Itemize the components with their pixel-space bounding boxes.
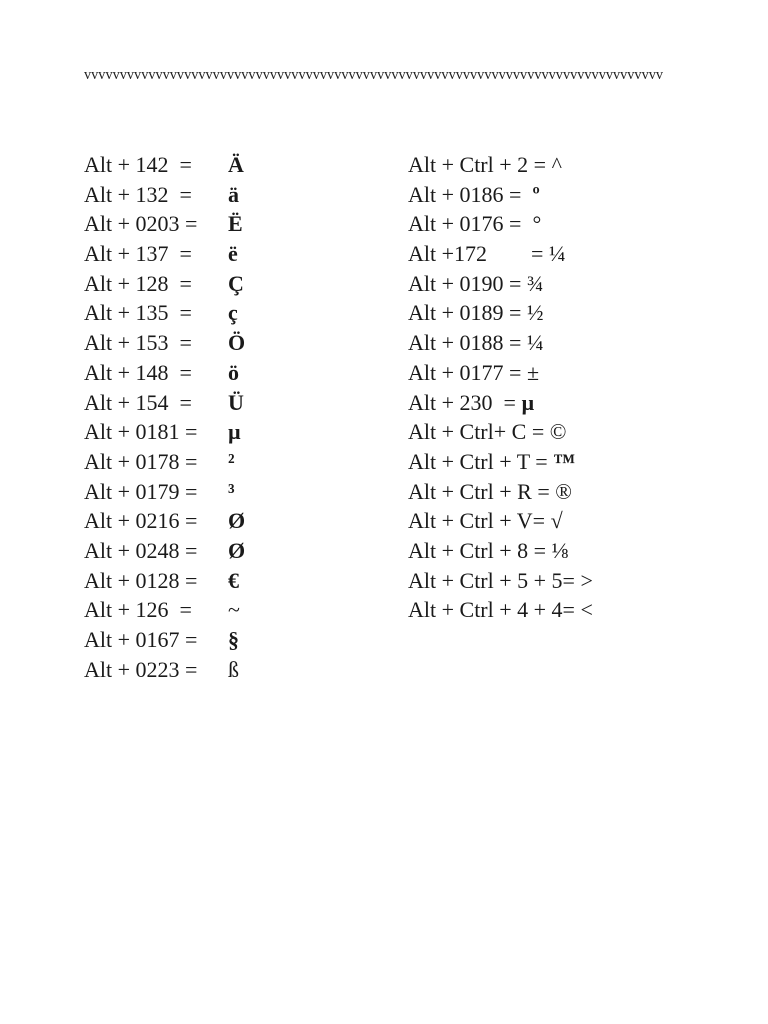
- alt-code-row: [84, 358, 404, 388]
- alt-code-row: [408, 417, 748, 447]
- result-character: ç: [228, 300, 238, 326]
- result-character: Ü: [228, 389, 244, 415]
- alt-code-row: [408, 269, 748, 299]
- result-character: ®: [555, 478, 572, 504]
- alt-code-row: [84, 328, 404, 358]
- alt-code-row: [408, 477, 748, 507]
- key-combo-text: Alt + 0177 =: [408, 359, 527, 385]
- key-combo-text: Alt + Ctrl + 8 =: [408, 537, 552, 563]
- key-combo-text: Alt + 135 =: [84, 300, 192, 326]
- key-combo-text: Alt + 148 =: [84, 359, 192, 385]
- key-combo-text: Alt + 230 =: [408, 389, 522, 415]
- key-combo-text: Alt + 0176 =: [408, 211, 533, 237]
- result-character: ~: [228, 597, 240, 623]
- result-character: µ: [521, 389, 535, 415]
- result-character: ½: [526, 300, 544, 326]
- result-character: º: [532, 181, 540, 207]
- alt-code-row: [408, 595, 748, 625]
- result-character: Ä: [228, 152, 244, 177]
- key-combo-text: Alt + 137 =: [84, 241, 192, 267]
- key-combo-text: Alt + 126 =: [84, 597, 192, 623]
- key-combo-text: Alt + 0186 =: [408, 181, 533, 207]
- key-combo-text: Alt + 0216 =: [84, 508, 198, 534]
- result-character: €: [228, 567, 239, 593]
- key-combo-text: Alt + 0128 =: [84, 567, 198, 593]
- alt-code-row: [408, 566, 748, 596]
- key-combo-text: Alt + 128 =: [84, 270, 192, 296]
- result-character: §: [228, 627, 239, 652]
- key-combo-text: Alt + 0203 =: [84, 211, 198, 237]
- key-combo-text: Alt + Ctrl+ C =: [408, 419, 550, 445]
- result-character: Ë: [228, 211, 243, 237]
- result-character: Ç: [228, 270, 244, 296]
- alt-code-row: [84, 477, 404, 507]
- key-combo-text: Alt + 0178 =: [84, 448, 198, 474]
- result-character: √: [550, 508, 563, 534]
- key-combo-text: Alt + 142 =: [84, 152, 192, 177]
- key-combo-text: Alt + 0188 =: [408, 330, 527, 356]
- key-combo-text: Alt + 0189 =: [408, 300, 527, 326]
- alt-code-row: [408, 180, 748, 210]
- result-character: ™: [553, 448, 576, 474]
- key-combo-text: Alt + 154 =: [84, 389, 192, 415]
- result-character: Ø: [228, 537, 246, 563]
- result-character: µ: [228, 419, 241, 445]
- result-character: ë: [228, 241, 238, 267]
- key-combo-text: Alt + Ctrl + 4 + 4=: [408, 597, 581, 623]
- result-character: ¼: [548, 241, 566, 267]
- result-character: ¼: [526, 330, 544, 356]
- alt-code-row: [84, 566, 404, 596]
- alt-codes-column-right: [408, 150, 748, 625]
- result-character: ä: [228, 181, 239, 207]
- key-combo-text: Alt + 0223 =: [84, 656, 198, 682]
- key-combo-text: Alt + Ctrl + 5 + 5=: [408, 567, 581, 593]
- key-combo-text: Alt + Ctrl + V=: [408, 508, 551, 534]
- alt-code-row: [84, 298, 404, 328]
- v-divider-line: vvvvvvvvvvvvvvvvvvvvvvvvvvvvvvvvvvvvvvvvvvvvvvvvvvvvvvvvvvvvvvvvvvvvvvvvvvvvvvvvv: [84, 67, 664, 83]
- result-character: ß: [228, 656, 239, 682]
- alt-code-row: [408, 447, 748, 477]
- result-character: ²: [228, 448, 235, 474]
- alt-code-row: [408, 536, 748, 566]
- key-combo-text: Alt + 0190 =: [408, 270, 527, 296]
- alt-code-row: [84, 536, 404, 566]
- alt-code-row: [84, 595, 404, 625]
- alt-code-row: [84, 269, 404, 299]
- alt-code-row: [84, 447, 404, 477]
- key-combo-text: Alt + 153 =: [84, 330, 192, 356]
- alt-code-row: [408, 150, 748, 180]
- result-character: ¾: [526, 270, 544, 296]
- result-character: ö: [228, 359, 239, 385]
- alt-code-row: [408, 388, 748, 418]
- alt-code-row: [408, 506, 748, 536]
- alt-code-row: [84, 150, 404, 180]
- key-combo-text: Alt + 0179 =: [84, 478, 198, 504]
- result-character: Ö: [228, 330, 246, 356]
- result-character: ©: [549, 419, 567, 445]
- alt-code-row: [84, 625, 404, 655]
- alt-code-row: [84, 506, 404, 536]
- result-character: °: [532, 211, 542, 237]
- key-combo-text: Alt + Ctrl + R =: [408, 478, 556, 504]
- result-character: ⅛: [551, 537, 569, 563]
- alt-codes-column-left: [84, 150, 404, 684]
- alt-code-row: [408, 358, 748, 388]
- alt-code-row: [408, 239, 748, 269]
- key-combo-text: Alt +172 =: [408, 241, 549, 267]
- alt-code-row: [84, 388, 404, 418]
- key-combo-text: Alt + 0181 =: [84, 419, 198, 445]
- result-character: ³: [228, 478, 235, 504]
- alt-code-row: [84, 209, 404, 239]
- alt-code-row: [84, 655, 404, 685]
- result-character: ±: [526, 359, 540, 385]
- key-combo-text: Alt + Ctrl + 2 =: [408, 152, 552, 177]
- alt-code-row: [84, 239, 404, 269]
- alt-code-row: [408, 209, 748, 239]
- result-character: <: [580, 597, 593, 623]
- key-combo-text: Alt + 0167 =: [84, 627, 198, 652]
- alt-code-row: [84, 180, 404, 210]
- result-character: ^: [551, 152, 562, 177]
- result-character: >: [580, 567, 593, 593]
- key-combo-text: Alt + Ctrl + T =: [408, 448, 554, 474]
- alt-code-row: [84, 417, 404, 447]
- alt-code-row: [408, 328, 748, 358]
- result-character: Ø: [228, 508, 246, 534]
- alt-code-row: [408, 298, 748, 328]
- key-combo-text: Alt + 0248 =: [84, 537, 198, 563]
- key-combo-text: Alt + 132 =: [84, 181, 192, 207]
